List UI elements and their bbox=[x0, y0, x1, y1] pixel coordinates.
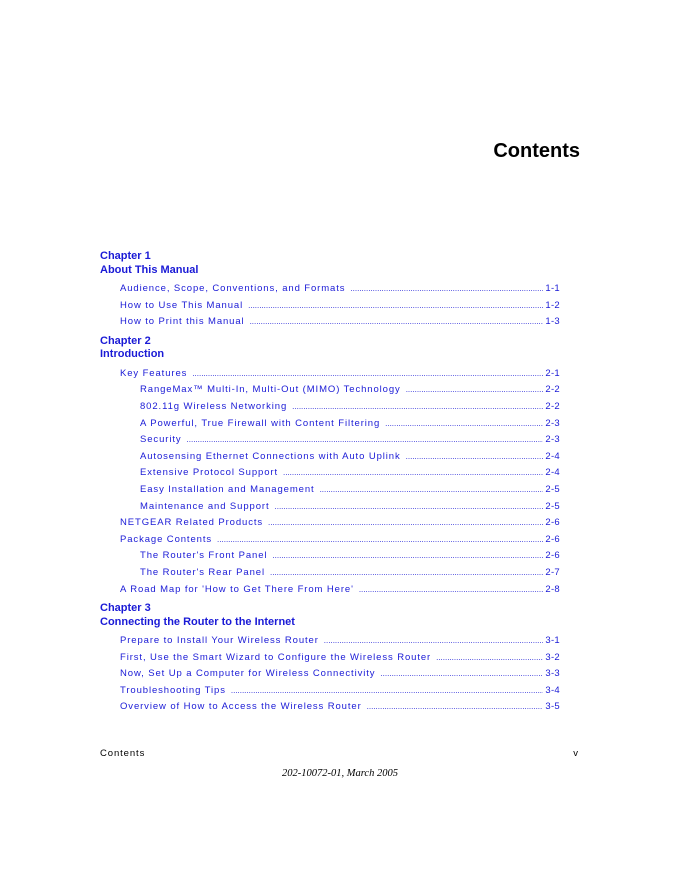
chapter-block bbox=[100, 335, 560, 600]
toc-entry-title: Autosensing Ethernet Connections with Auto Uplink bbox=[140, 450, 401, 462]
toc-entry[interactable] bbox=[100, 567, 560, 584]
chapter-block bbox=[100, 602, 560, 718]
toc-entry[interactable] bbox=[100, 652, 560, 669]
toc-entry-title: Key Features bbox=[120, 367, 188, 379]
chapter-number[interactable]: Chapter 1 bbox=[100, 250, 151, 262]
dot-leader bbox=[350, 284, 543, 293]
toc-entry-page: 2-8 bbox=[545, 583, 560, 595]
toc-entry-page: 2-1 bbox=[545, 367, 560, 379]
dot-leader bbox=[320, 485, 544, 494]
toc-entry[interactable] bbox=[100, 467, 560, 484]
toc-entry[interactable] bbox=[100, 685, 560, 702]
toc-entry-list bbox=[100, 368, 560, 600]
toc-entry-title: The Router's Rear Panel bbox=[140, 566, 265, 578]
toc-entry[interactable] bbox=[100, 316, 560, 333]
toc-entry[interactable] bbox=[100, 283, 560, 300]
toc-entry-title: Troubleshooting Tips bbox=[120, 684, 226, 696]
toc-entry[interactable] bbox=[100, 635, 560, 652]
toc-entry-title: Package Contents bbox=[120, 533, 213, 545]
chapter-block bbox=[100, 250, 560, 333]
toc-entry-page: 2-4 bbox=[545, 450, 560, 462]
toc-entry-page: 3-5 bbox=[545, 701, 560, 713]
dot-leader bbox=[406, 452, 544, 461]
dot-leader bbox=[380, 669, 543, 678]
dot-leader bbox=[268, 518, 543, 527]
dot-leader bbox=[385, 419, 543, 428]
toc-entry[interactable] bbox=[100, 550, 560, 567]
dot-leader bbox=[270, 568, 543, 577]
toc-entry-title: Prepare to Install Your Wireless Router bbox=[120, 635, 319, 647]
toc-entry-page: 2-4 bbox=[545, 467, 560, 479]
toc-entry-title: A Powerful, True Firewall with Content Filtering bbox=[140, 417, 381, 429]
toc-entry-page: 2-3 bbox=[545, 434, 560, 446]
dot-leader bbox=[187, 435, 544, 444]
dot-leader bbox=[231, 686, 544, 695]
toc-entry-page: 3-2 bbox=[545, 651, 560, 663]
toc-entry-title: A Road Map for 'How to Get There From Here' bbox=[120, 583, 354, 595]
toc-entry-title: The Router's Front Panel bbox=[140, 550, 268, 562]
toc-entry[interactable] bbox=[100, 517, 560, 534]
footer-doc-id: 202-10072-01, March 2005 bbox=[282, 768, 398, 779]
chapter-number[interactable]: Chapter 2 bbox=[100, 334, 151, 347]
chapter-title[interactable]: Introduction bbox=[100, 348, 165, 361]
toc-entry-page: 2-6 bbox=[545, 550, 560, 562]
toc-entry-page: 2-7 bbox=[545, 566, 560, 578]
toc-entry-page: 1-3 bbox=[545, 316, 560, 328]
toc-entry-page: 2-2 bbox=[545, 400, 560, 412]
toc-entry-title: NETGEAR Related Products bbox=[120, 517, 264, 529]
toc-entry-title: How to Print this Manual bbox=[120, 316, 245, 328]
toc-entry-page: 2-6 bbox=[545, 517, 560, 529]
footer-section: Contents bbox=[100, 748, 146, 759]
page-title: Contents bbox=[493, 140, 580, 162]
toc-entry[interactable] bbox=[100, 534, 560, 551]
toc-entry-page: 2-5 bbox=[545, 500, 560, 512]
toc-entry[interactable] bbox=[100, 668, 560, 685]
toc-entry[interactable] bbox=[100, 384, 560, 401]
toc-entry-page: 1-1 bbox=[545, 283, 560, 294]
dot-leader bbox=[292, 402, 543, 411]
dot-leader bbox=[283, 468, 543, 477]
chapter-number[interactable]: Chapter 3 bbox=[100, 602, 151, 615]
toc-entry-page: 3-3 bbox=[545, 668, 560, 680]
toc-entry[interactable] bbox=[100, 368, 560, 385]
toc-entry-page: 2-5 bbox=[545, 483, 560, 495]
dot-leader bbox=[192, 369, 543, 378]
toc-entry-title: Overview of How to Access the Wireless Router bbox=[120, 701, 362, 713]
toc-entry[interactable] bbox=[100, 501, 560, 518]
toc-entry[interactable] bbox=[100, 434, 560, 451]
toc-entry-title: Maintenance and Support bbox=[140, 500, 270, 512]
toc-entry[interactable] bbox=[100, 300, 560, 317]
toc-entry-title: Now, Set Up a Computer for Wireless Connectivity bbox=[120, 668, 376, 680]
toc-entry[interactable] bbox=[100, 418, 560, 435]
dot-leader bbox=[359, 585, 544, 594]
toc-entry[interactable] bbox=[100, 484, 560, 501]
dot-leader bbox=[436, 653, 543, 662]
toc-entry-title: How to Use This Manual bbox=[120, 299, 244, 311]
toc-entry-list bbox=[100, 283, 560, 333]
toc-entry-title: Easy Installation and Management bbox=[140, 483, 315, 495]
footer-page-number: v bbox=[573, 748, 578, 759]
dot-leader bbox=[272, 551, 543, 560]
toc-entry-title: RangeMax™ Multi-In, Multi-Out (MIMO) Technology bbox=[140, 384, 401, 396]
dot-leader bbox=[248, 301, 543, 310]
toc-entry-page: 2-6 bbox=[545, 533, 560, 545]
toc-entry-page: 3-4 bbox=[545, 684, 560, 696]
toc-entry-page: 3-1 bbox=[545, 635, 560, 647]
toc-entry-list bbox=[100, 635, 560, 718]
toc-entry-page: 2-2 bbox=[545, 384, 560, 396]
toc-entry[interactable] bbox=[100, 701, 560, 718]
chapter-title[interactable]: Connecting the Router to the Internet bbox=[100, 615, 295, 628]
toc-entry[interactable] bbox=[100, 401, 560, 418]
toc-entry[interactable] bbox=[100, 451, 560, 468]
chapter-title[interactable]: About This Manual bbox=[100, 263, 199, 276]
toc-entry-title: First, Use the Smart Wizard to Configure the Wireless Router bbox=[120, 651, 432, 663]
dot-leader bbox=[217, 535, 543, 544]
toc-entry[interactable] bbox=[100, 584, 560, 601]
dot-leader bbox=[324, 636, 544, 645]
toc-entry-page: 2-3 bbox=[545, 417, 560, 429]
table-of-contents bbox=[100, 250, 560, 718]
toc-entry-title: Audience, Scope, Conventions, and Formats bbox=[120, 283, 346, 294]
dot-leader bbox=[275, 502, 544, 511]
toc-entry-title: 802.11g Wireless Networking bbox=[140, 400, 288, 412]
toc-entry-title: Security bbox=[140, 434, 182, 446]
dot-leader bbox=[406, 385, 544, 394]
toc-entry-title: Extensive Protocol Support bbox=[140, 467, 278, 479]
toc-entry-page: 1-2 bbox=[545, 299, 560, 311]
dot-leader bbox=[250, 317, 544, 326]
dot-leader bbox=[367, 702, 544, 711]
